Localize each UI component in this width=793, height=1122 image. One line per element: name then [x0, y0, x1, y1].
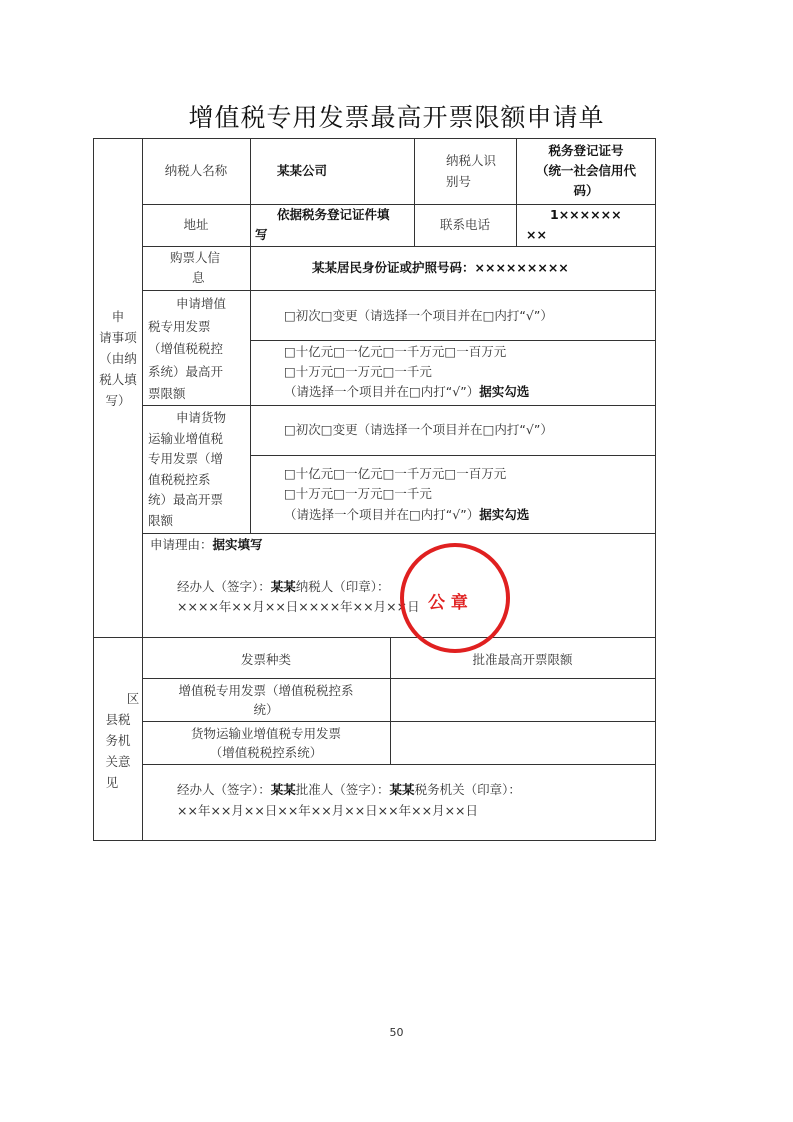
buyer-value: 某某居民身份证或护照号码：×××××××××: [312, 260, 569, 275]
phone-value: 1×××××× ××: [526, 207, 622, 242]
phone-label: 联系电话: [439, 217, 490, 232]
invoice-type-header: 发票种类: [240, 652, 291, 667]
freight-amount-options-1[interactable]: □十亿元□一亿元□一千万元□一百万元: [284, 466, 507, 481]
taxpayer-name-value: 某某公司: [277, 163, 328, 178]
freight-amount-note: （请选择一个项目并在□内打“√”）据实勾选: [284, 507, 530, 522]
applicant-date-line: ××××年××月××日××××年××月××日: [177, 599, 420, 614]
vat-limit-label: 申请增值 税专用发票 （增值税税控 系统）最高开 票限额: [148, 296, 227, 401]
invoice-type-vat: 增值税专用发票（增值税税控系 统）: [178, 683, 354, 717]
section-label-tax-authority: 区 县税 务机 关意 见: [105, 691, 140, 790]
applicant-signature-line: 经办人（签字）：某某纳税人（印章）：: [177, 579, 390, 594]
form-title: 增值税专用发票最高开票限额申请单: [188, 103, 605, 132]
vat-amount-options-2[interactable]: □十万元□一万元□一千元: [284, 364, 432, 379]
section-label-application: 申 请事项 （由纳 税人填 写）: [99, 309, 137, 408]
address-label: 地址: [183, 217, 209, 232]
taxpayer-name-label: 纳税人名称: [164, 163, 228, 178]
approved-limit-header: 批准最高开票限额: [472, 652, 573, 667]
address-value: 依据税务登记证件填 写: [255, 207, 390, 242]
freight-limit-label: 申请货物 运输业增值税 专用发票（增 值税税控系 统）最高开票 限额: [148, 410, 227, 528]
authority-date-line: ××年××月××日××年××月××日××年××月××日: [177, 803, 479, 818]
page-number: 50: [389, 1026, 404, 1039]
vat-amount-note: （请选择一个项目并在□内打“√”）据实勾选: [284, 384, 530, 399]
freight-amount-options-2[interactable]: □十万元□一万元□一千元: [284, 486, 432, 501]
taxpayer-id-label: 纳税人识 别号: [446, 153, 497, 189]
vat-application-type[interactable]: □初次□变更（请选择一个项目并在□内打“√”）: [284, 308, 553, 323]
invoice-type-freight: 货物运输业增值税专用发票 （增值税税控系统）: [190, 726, 341, 760]
buyer-label: 购票人信 息: [170, 250, 221, 285]
vat-amount-options-1[interactable]: □十亿元□一亿元□一千万元□一百万元: [284, 344, 507, 359]
company-seal-text: 公 章: [428, 593, 468, 613]
application-reason: 申请理由：据实填写: [150, 537, 263, 552]
freight-application-type[interactable]: □初次□变更（请选择一个项目并在□内打“√”）: [284, 422, 553, 437]
taxpayer-id-value: 税务登记证号 （统一社会信用代 码）: [535, 143, 636, 198]
authority-signature-line: 经办人（签字）：某某批准人（签字）：某某税务机关（印章）：: [177, 782, 521, 797]
